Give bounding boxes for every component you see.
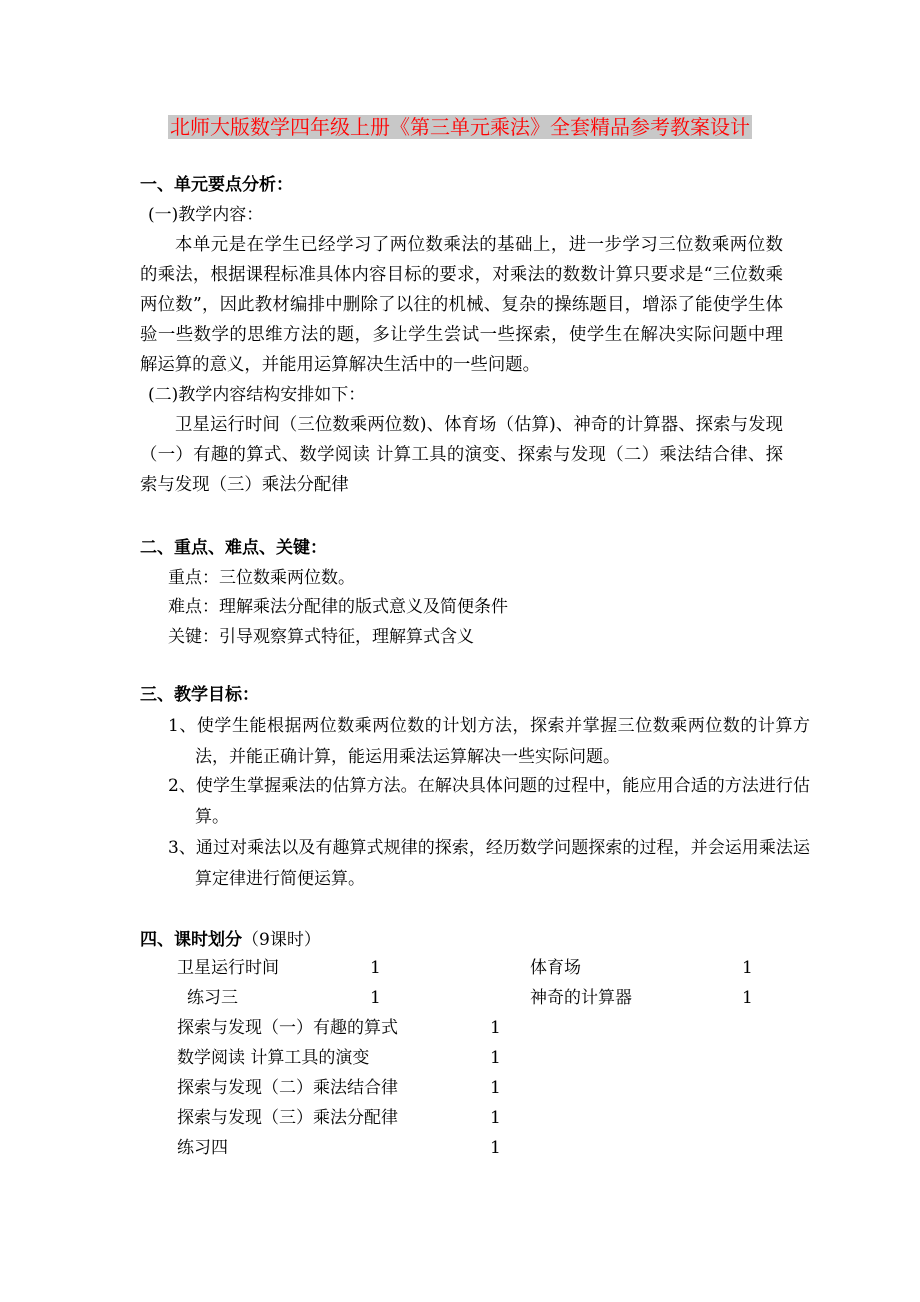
lesson-hours: 1 xyxy=(370,988,381,1008)
lesson-hours: 1 xyxy=(490,1018,501,1038)
lesson-name: 体育场 xyxy=(530,958,581,978)
lesson-name: 探索与发现（三）乘法分配律 xyxy=(177,1108,398,1128)
key-point: 重点：三位数乘两位数。 xyxy=(168,568,355,588)
lesson-name: 练习三 xyxy=(187,988,238,1008)
lesson-name: 探索与发现（一）有趣的算式 xyxy=(177,1018,398,1038)
subsection-1-heading: (一)教学内容： xyxy=(148,205,264,225)
section-4-title: 四、课时划分 xyxy=(140,930,242,950)
lesson-count-note: （9课时） xyxy=(242,930,321,950)
lesson-hours: 1 xyxy=(490,1138,501,1158)
lesson-name: 卫星运行时间 xyxy=(177,958,279,978)
lesson-hours: 1 xyxy=(490,1078,501,1098)
goal-item: 1、使学生能根据两位数乘两位数的计划方法，探索并掌握三位数乘两位数的计算方法，并能正确计算，能运用乘法运算解决一些实际问题。 xyxy=(168,716,810,767)
section-2-heading: 二、重点、难点、关键： xyxy=(140,538,327,558)
paragraph-structure: 卫星运行时间（三位数乘两位数)、体育场（估算)、神奇的计算器、探索与发现（一）有趣的算式、数学阅读 计算工具的演变、探索与发现（二）乘法结合律、探索与发现（三）乘法分配律 xyxy=(140,415,783,495)
lesson-name: 神奇的计算器 xyxy=(530,988,632,1008)
goal-item: 3、通过对乘法以及有趣算式规律的探索，经历数学问题探索的过程，并会运用乘法运算定律进行简便运算。 xyxy=(168,838,810,889)
goal-item: 2、使学生掌握乘法的估算方法。在解决具体问题的过程中，能应用合适的方法进行估算。 xyxy=(168,776,810,827)
difficult-point: 难点：理解乘法分配律的版式意义及简便条件 xyxy=(168,597,508,617)
paragraph-content: 本单元是在学生已经学习了两位数乘法的基础上，进一步学习三位数乘两位数的乘法，根据课程标准具体内容目标的要求，对乘法的数数计算只要求是“三位数乘两位数”，因此教材编排中删除了以往的机械、复杂的操练题目，增添了能使学生体验一些数学的思维方法的题，多让学生尝试一些探索，使学生在解决实际问题中理解运算的意义，并能用运算解决生活中的一些问题。 xyxy=(140,235,783,375)
subsection-2-heading: (二)教学内容结构安排如下： xyxy=(148,385,366,405)
section-3-heading: 三、教学目标： xyxy=(140,685,259,705)
key-to-success: 关键：引导观察算式特征，理解算式含义 xyxy=(168,627,474,647)
lesson-hours: 1 xyxy=(490,1048,501,1068)
lesson-name: 练习四 xyxy=(177,1138,228,1158)
lesson-hours: 1 xyxy=(490,1108,501,1128)
lesson-name: 探索与发现（二）乘法结合律 xyxy=(177,1078,398,1098)
title-text: 北师大版数学四年级上册《第三单元乘法》全套精品参考教案设计 xyxy=(170,115,750,139)
lesson-hours: 1 xyxy=(742,958,753,978)
lesson-hours: 1 xyxy=(370,958,381,978)
document-title xyxy=(160,114,760,140)
lesson-hours: 1 xyxy=(742,988,753,1008)
section-4-heading xyxy=(140,930,321,950)
lesson-name: 数学阅读 计算工具的演变 xyxy=(177,1048,370,1068)
section-1-heading: 一、单元要点分析： xyxy=(140,175,293,195)
